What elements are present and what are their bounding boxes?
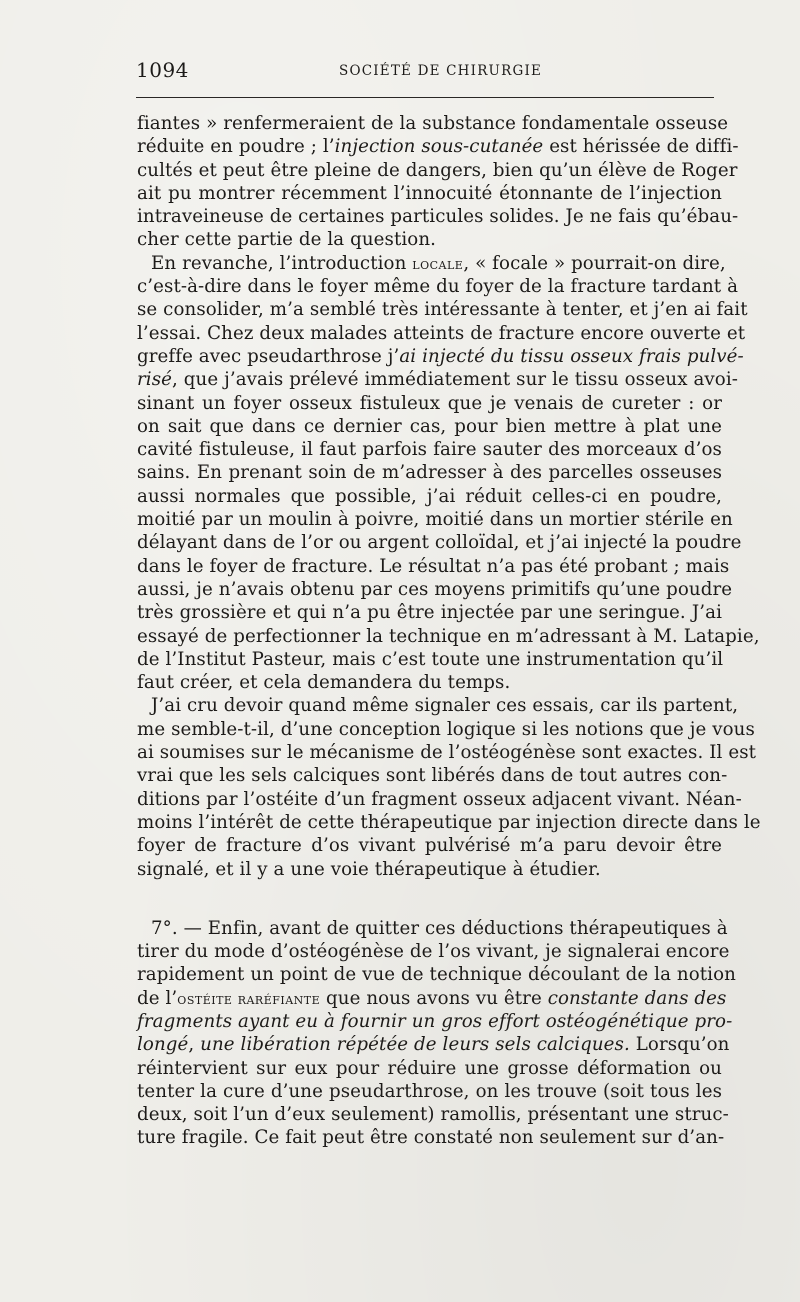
text-line [137,485,722,508]
text-span: greffe avec pseudarthrose j’ [137,345,400,367]
text-span: signalé, et il y a une voie thérapeutique à étudier. [137,858,601,880]
text-span: délayant dans de l’or ou argent colloïdal, et j’ai injecté la poudre [137,532,742,554]
text-span: c’est-à-dire dans le foyer même du foyer de la fracture tardant à [137,276,739,298]
italic-text: une libération répétée de leurs sels calciques. [200,1034,630,1056]
text-line [137,392,722,415]
italic-text: risé [137,369,173,391]
text-span: Lorsqu’on [629,1034,730,1056]
paragraph [137,112,739,252]
text-span: cavité fistuleuse, il faut parfois faire sauter des morceaux d’os [137,439,722,461]
text-line [137,531,742,554]
text-span: dans le foyer de fracture. Le résultat n’a pas été probant ; mais [137,555,730,577]
text-span: réintervient sur eux pour réduire une grosse déformation ou [137,1057,722,1079]
small-caps-text: locale [412,254,464,273]
page-header [136,58,716,86]
text-span: 7°. — Enfin, avant de quitter ces déductions thérapeutiques à [151,917,728,939]
text-span: fiantes » renfermeraient de la substance fondamentale osseuse [137,113,729,134]
page-number: 1094 [136,58,189,82]
text-span: ture fragile. Ce fait peut être constaté non seulement sur d’an- [137,1127,725,1149]
text-line [137,1057,722,1080]
text-line [137,275,739,298]
text-span: J’ai cru devoir quand même signaler ces essais, car ils partent, [151,695,739,717]
text-span: essayé de perfectionner la technique en m’adressant à M. Latapie, [137,625,760,647]
italic-text: longé [137,1034,189,1056]
text-line [137,415,722,438]
text-line [137,1126,725,1149]
paragraph-gap [137,881,722,917]
text-line [137,1080,722,1103]
text-span: sains. En prenant soin de m’adresser à des parcelles osseuses [137,462,722,484]
text-line [137,694,739,717]
text-line [137,322,746,345]
text-line [137,135,739,158]
text-line [137,461,722,484]
running-title: SOCIÉTÉ DE CHIRURGIE [339,63,543,79]
text-span: ditions par l’ostéite d’un fragment osseux adjacent vivant. Néan- [137,788,742,810]
text-span: que nous avons vu être [320,987,548,1009]
text-span: me semble-t-il, d’une conception logique si les notions que je vous [137,718,755,740]
text-line [137,648,722,671]
text-line [137,741,757,764]
text-line [137,228,722,251]
text-line [137,718,755,741]
text-span: faut créer, et cela demandera du temps. [137,672,511,694]
text-line [137,159,738,182]
text-span: , « focale » pourrait-on dire, [463,252,726,274]
text-line [137,811,761,834]
text-line [137,764,728,787]
text-line [137,788,742,811]
paragraph [137,917,736,1150]
text-span: foyer de fracture d’os vivant pulvérisé m’a paru devoir être [137,835,722,857]
text-span: vrai que les sels calciques sont libérés dans de tout autres con- [137,765,728,787]
paragraph [137,694,761,880]
text-span: , [188,1034,201,1056]
text-line [137,917,728,940]
text-span: tirer du mode d’ostéogénèse de l’os vivant, je signalerai encore [137,941,730,963]
text-span: ait pu montrer récemment l’innocuité étonnante de l’injection [137,182,722,204]
text-span: cher cette partie de la question. [137,229,437,251]
text-line [137,1010,733,1033]
text-line [137,438,722,461]
text-span: moitié par un moulin à poivre, moitié dans un mortier stérile en [137,509,733,531]
italic-text: constante dans des [547,987,727,1009]
text-span: moins l’intérêt de cette thérapeutique par injection directe dans le [137,811,761,833]
text-span: intraveineuse de certaines particules solides. Je ne fais qu’ébau- [137,206,739,228]
text-span: aussi normales que possible, j’ai réduit celles-ci en poudre, [137,485,722,507]
text-line [137,671,722,694]
text-line [137,940,730,963]
text-span: l’essai. Chez deux malades atteints de fracture encore ouverte et [137,322,746,344]
text-span: de l’Institut Pasteur, mais c’est toute une instrumentation qu’il [137,648,724,670]
text-span: aussi, je n’avais obtenu par ces moyens primitifs qu’une poudre [137,578,733,600]
text-line [137,858,722,881]
text-line [137,345,744,368]
text-line [137,834,722,857]
italic-text: injection sous-cutanée [334,136,544,158]
text-line [137,963,736,986]
text-span: de l’ [137,987,178,1009]
text-span: rapidement un point de vue de technique découlant de la notion [137,964,736,986]
text-line [137,578,733,601]
italic-text: fragments ayant eu à fournir un gros effort ostéogénétique pro- [137,1010,733,1032]
text-line [137,601,722,624]
text-line [137,252,726,275]
text-line [137,625,760,648]
text-span: réduite en poudre ; l’ [137,136,335,158]
text-span: cultés et peut être pleine de dangers, bien qu’un élève de Roger [137,159,738,181]
text-line [137,1103,729,1126]
body-text [137,112,761,1150]
text-line [137,182,722,205]
text-span: est hérissée de diffi- [543,136,739,158]
text-line [137,205,739,228]
text-line [137,1033,730,1056]
text-line [137,508,733,531]
italic-text: ai injecté du tissu osseux frais pulvé- [399,345,744,367]
text-span: tenter la cure d’une pseudarthrose, on les trouve (soit tous les [137,1080,722,1102]
text-span: se consolider, m’a semblé très intéressante à tenter, et j’en ai fait [137,299,748,321]
text-line [137,555,730,578]
text-line [137,987,727,1010]
text-span: , que j’avais prélevé immédiatement sur le tissu osseux avoi- [172,369,738,391]
text-span: on sait que dans ce dernier cas, pour bien mettre à plat une [137,415,722,437]
small-caps-text: ostéite raréfiante [177,989,321,1008]
text-line [137,368,738,391]
text-span: très grossière et qui n’a pu être injectée par une seringue. J’ai [137,602,722,624]
paragraph [137,252,760,695]
text-span: ai soumises sur le mécanisme de l’ostéogénèse sont exactes. Il est [137,742,757,764]
text-span: En revanche, l’introduction [151,252,413,274]
text-span: deux, soit l’un d’eux seulement) ramollis, présentant une struc- [137,1104,729,1126]
header-rule [136,97,714,98]
text-span: sinant un foyer osseux fistuleux que je venais de cureter : or [137,392,722,414]
text-line [137,298,748,321]
text-line [137,112,729,135]
